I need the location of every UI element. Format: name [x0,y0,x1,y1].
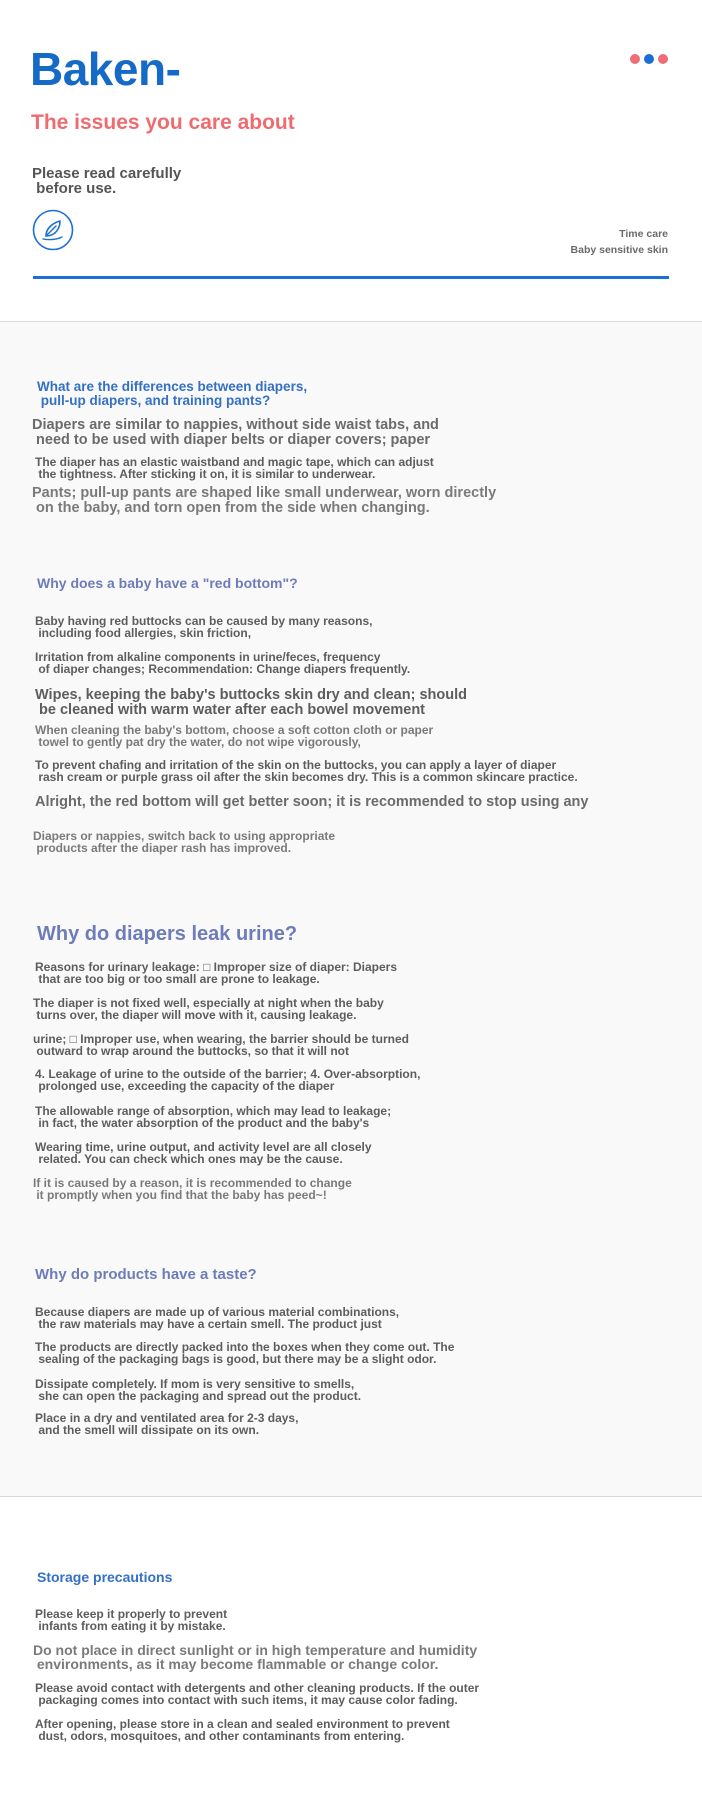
leak-p5: The allowable range of absorption, which may lead to leakage; in fact, the water absorption of the product and the baby's [35,1104,392,1130]
header-divider [33,276,669,279]
differences-p1: Diapers are similar to nappies, without side waist tabs, and need to be used with diaper belts or diaper covers; paper [32,417,439,448]
taste-heading: Why do products have a taste? [35,1266,257,1283]
page-subtitle: The issues you care about [31,111,295,134]
red-bottom-p3: Wipes, keeping the baby's buttocks skin dry and clean; should be cleaned with warm water after each bowel movement [35,687,467,718]
taste-p1: Because diapers are made up of various material combinations, the raw materials may have a certain smell. The product just [35,1305,400,1331]
red-bottom-heading: Why does a baby have a "red bottom"? [37,575,298,591]
leak-p1: Reasons for urinary leakage: □ Improper size of diaper: Diapers that are too big or too small are prone to leakage. [35,960,398,986]
differences-p3: Pants; pull-up pants are shaped like small underwear, worn directly on the baby, and torn open from the side when changing. [32,485,497,516]
leak-p2: The diaper is not fixed well, especially at night when the baby turns over, the diaper will move with it, causing leakage. [33,996,384,1022]
taste-p3: Dissipate completely. If mom is very sensitive to smells, she can open the packaging and spread out the product. [35,1377,362,1403]
leak-heading: Why do diapers leak urine? [37,923,298,945]
storage-p4: After opening, please store in a clean and sealed environment to prevent dust, odors, mosquitoes, and other contaminants from entering. [35,1717,450,1743]
storage-p1: Please keep it properly to prevent infants from eating it by mistake. [35,1607,228,1633]
red-bottom-p4: When cleaning the baby's bottom, choose a soft cotton cloth or paper towel to gently pat dry the water, do not wipe vigorously, [35,723,434,749]
leak-p7: If it is caused by a reason, it is recommended to change it promptly when you find that the baby has peed~! [33,1176,352,1202]
storage-heading: Storage precautions [37,1569,173,1585]
leaf-circle-icon [32,209,74,251]
read-notice: Please read carefully before use. [32,165,182,197]
brand-title: Baken- [30,43,181,95]
storage-p2: Do not place in direct sunlight or in high temperature and humidity environments, as it may become flammable or change color. [33,1642,478,1672]
red-bottom-p5: To prevent chafing and irritation of the skin on the buttocks, you can apply a layer of diaper rash cream or purple grass oil after the skin becomes dry. This is a common skincare practice. [35,758,578,784]
red-bottom-p2: Irritation from alkaline components in urine/feces, frequency of diaper changes; Recommendation: Change diapers frequently. [35,650,411,676]
dot-middle [644,54,654,64]
red-bottom-p1: Baby having red buttocks can be caused by many reasons, including food allergies, skin friction, [35,614,373,640]
red-bottom-p6: Alright, the red bottom will get better soon; it is recommended to stop using any [35,794,589,810]
storage-p3: Please avoid contact with detergents and other cleaning products. If the outer packaging comes into contact with such items, it may cause color fading. [35,1681,480,1707]
dot-left [630,54,640,64]
red-bottom-p7: Diapers or nappies, switch back to using appropriate products after the diaper rash has improved. [33,829,336,855]
differences-p2: The diaper has an elastic waistband and magic tape, which can adjust the tightness. After sticking it on, it is similar to underwear. [35,455,434,481]
tag-list [571,226,668,258]
taste-p2: The products are directly packed into the boxes when they come out. The sealing of the packaging bags is good, but there may be a slight odor. [35,1340,455,1366]
leak-p6: Wearing time, urine output, and activity level are all closely related. You can check which ones may be the cause. [35,1140,372,1166]
dot-right [658,54,668,64]
tag-sensitive-skin: Baby sensitive skin [570,244,668,256]
section-divider-bottom [0,1496,702,1497]
leak-p4: 4. Leakage of urine to the outside of the barrier; 4. Over-absorption, prolonged use, exceeding the capacity of the diaper [35,1067,421,1093]
differences-heading: What are the differences between diapers, pull-up diapers, and training pants? [37,379,308,408]
tag-time-care: Time care [619,228,668,240]
taste-p4: Place in a dry and ventilated area for 2-3 days, and the smell will dissipate on its own. [35,1411,299,1437]
leak-p3: urine; □ Improper use, when wearing, the barrier should be turned outward to wrap around the buttocks, so that it will not [33,1032,409,1058]
